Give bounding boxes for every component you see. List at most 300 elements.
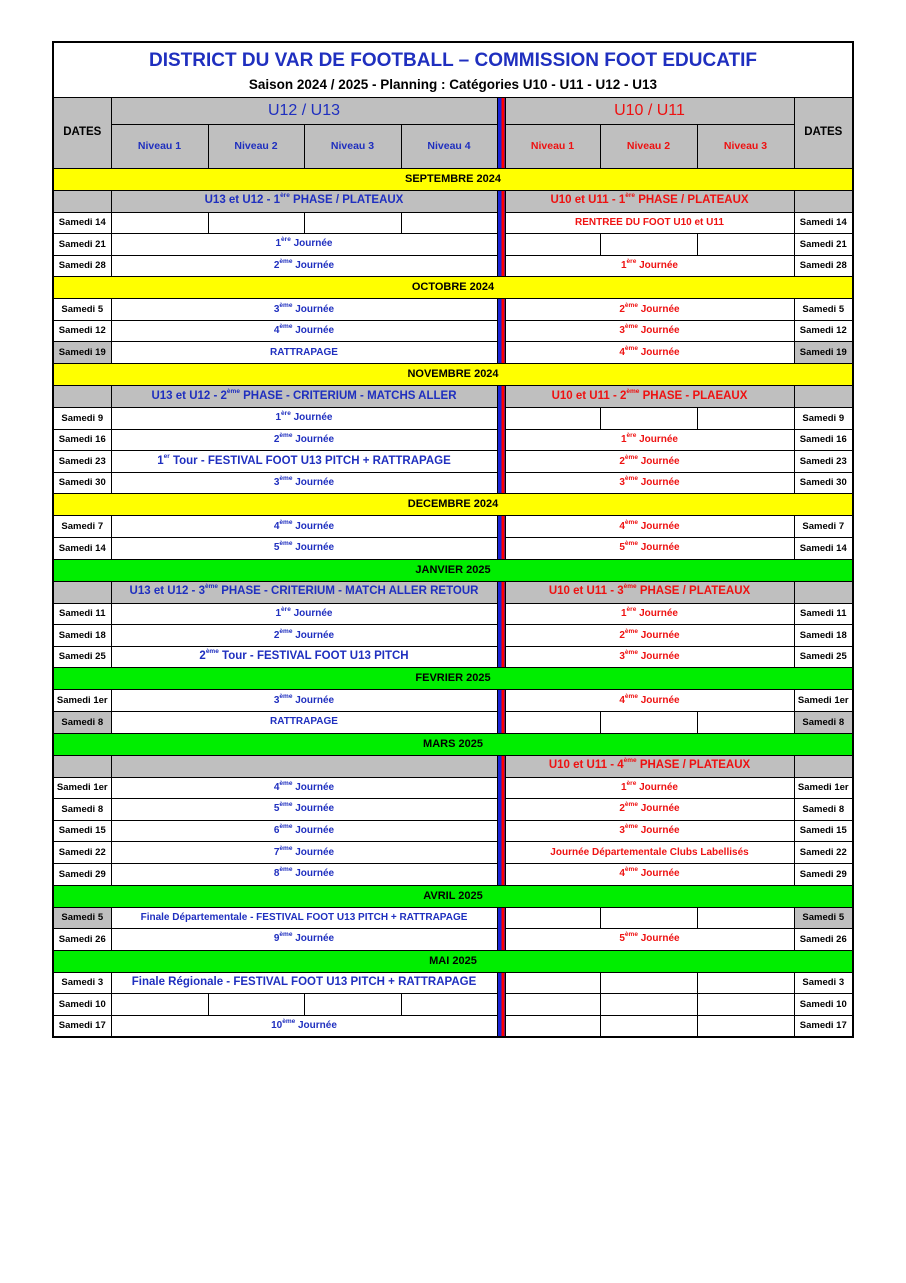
entry-text: Finale Régionale - FESTIVAL FOOT U13 PITCH + RATTRAPAGE	[131, 976, 477, 989]
ordinal-suffix: ème	[282, 1017, 296, 1025]
journee-number: 1	[275, 412, 282, 424]
phase-text: PHASE / PLATEAUX	[636, 585, 751, 598]
ordinal-suffix: ère	[280, 192, 290, 200]
right-entry	[505, 429, 794, 451]
ordinal-suffix: ème	[626, 387, 640, 395]
left-entry	[111, 320, 497, 342]
left-entry	[111, 603, 497, 625]
ordinal-suffix: ème	[624, 931, 638, 939]
ordinal-suffix: ème	[624, 801, 638, 809]
column-separator	[497, 820, 505, 842]
left-entry	[111, 820, 497, 842]
ordinal-suffix: ème	[624, 475, 638, 483]
phase-text: PHASE / PLATEAUX	[635, 194, 749, 207]
date-cell-right: Samedi 17	[794, 1015, 853, 1037]
table-row	[53, 299, 853, 321]
table-row	[53, 842, 853, 864]
empty-cell	[697, 907, 794, 929]
entry-text: 1	[157, 454, 164, 467]
right-entry	[505, 212, 794, 234]
date-cell-right: Samedi 19	[794, 342, 853, 364]
column-separator	[497, 863, 505, 885]
phase-header-left	[111, 581, 497, 603]
date-cell-left: Samedi 12	[53, 320, 111, 342]
column-separator	[497, 994, 505, 1016]
journee-number: 1	[275, 238, 282, 250]
left-entry	[111, 799, 497, 821]
table-row	[53, 342, 853, 364]
planning-table	[52, 41, 854, 1038]
journee-label: Journée	[295, 781, 335, 793]
left-entry	[111, 516, 497, 538]
phase-text: PHASE - CRITERIUM - MATCHS ALLER	[239, 389, 457, 402]
month-header: MARS 2025	[53, 733, 853, 755]
journee-label: Journée	[640, 651, 680, 663]
table-row	[53, 494, 853, 516]
right-entry	[505, 516, 794, 538]
date-cell-right: Samedi 18	[794, 625, 853, 647]
date-cell-left: Samedi 17	[53, 1015, 111, 1037]
date-cell-right: Samedi 21	[794, 234, 853, 256]
left-entry	[111, 712, 497, 734]
date-cell-right: Samedi 22	[794, 842, 853, 864]
month-header: OCTOBRE 2024	[53, 277, 853, 299]
month-header: MAI 2025	[53, 950, 853, 972]
empty-cell	[401, 212, 497, 234]
journee-number: 1	[620, 607, 627, 619]
journee-label: Journée	[640, 694, 680, 706]
ordinal-suffix: ère	[626, 257, 637, 265]
table-row	[53, 885, 853, 907]
table-row	[53, 777, 853, 799]
journee-label: Journée	[639, 781, 678, 793]
table-row	[53, 625, 853, 647]
date-cell-right: Samedi 8	[794, 712, 853, 734]
left-entry	[111, 777, 497, 799]
ordinal-suffix: ère	[281, 236, 291, 244]
entry-text: RENTREE DU FOOT U10 et U11	[575, 216, 724, 228]
column-separator	[497, 1015, 505, 1037]
date-cell-right: Samedi 14	[794, 212, 853, 234]
date-cell-right: Samedi 30	[794, 472, 853, 494]
column-separator	[497, 712, 505, 734]
date-cell-left: Samedi 15	[53, 820, 111, 842]
date-cell-right: Samedi 9	[794, 408, 853, 430]
journee-label: Journée	[295, 325, 335, 337]
empty-cell	[53, 755, 111, 777]
ordinal-suffix: ère	[281, 410, 291, 418]
level-header-left: Niveau 1	[111, 124, 208, 168]
ordinal-suffix: ère	[625, 192, 636, 200]
phase-header-left	[111, 386, 497, 408]
entry-text: Tour - FESTIVAL FOOT U13 PITCH + RATTRAPAGE	[169, 454, 451, 467]
left-entry	[111, 690, 497, 712]
table-row	[53, 559, 853, 581]
journee-label: Journée	[295, 933, 335, 945]
column-separator	[497, 755, 505, 777]
empty-cell	[111, 994, 208, 1016]
ordinal-suffix: ème	[279, 779, 293, 787]
date-cell-left: Samedi 22	[53, 842, 111, 864]
table-row	[53, 712, 853, 734]
journee-number: 3	[273, 694, 280, 706]
phase-text: U13 et U12 - 2	[151, 389, 227, 402]
empty-cell	[53, 386, 111, 408]
right-entry	[505, 690, 794, 712]
journee-label: Journée	[640, 346, 680, 358]
left-entry	[111, 1015, 497, 1037]
journee-label: Journée	[639, 433, 678, 445]
date-cell-left: Samedi 14	[53, 212, 111, 234]
left-entry	[111, 972, 497, 994]
level-header-right: Niveau 1	[505, 124, 600, 168]
empty-cell	[505, 408, 600, 430]
left-entry	[111, 234, 497, 256]
empty-cell	[505, 907, 600, 929]
journee-number: 6	[273, 825, 280, 837]
column-separator	[497, 516, 505, 538]
date-cell-right: Samedi 5	[794, 907, 853, 929]
journee-number: 3	[619, 325, 625, 337]
left-entry	[111, 408, 497, 430]
ordinal-suffix: ème	[624, 866, 638, 874]
entry-text: RATTRAPAGE	[270, 716, 338, 728]
date-cell-right: Samedi 23	[794, 451, 853, 473]
table-row	[53, 950, 853, 972]
empty-cell	[600, 972, 697, 994]
empty-cell	[208, 212, 304, 234]
journee-label: Journée	[295, 629, 335, 641]
date-cell-left: Samedi 19	[53, 342, 111, 364]
journee-number: 1	[620, 781, 627, 793]
journee-label: Journée	[295, 259, 335, 271]
column-separator	[497, 690, 505, 712]
ordinal-suffix: ème	[624, 823, 638, 831]
date-cell-left: Samedi 25	[53, 646, 111, 668]
journee-label: Journée	[640, 455, 680, 467]
journee-number: 4	[619, 868, 625, 880]
empty-cell	[53, 581, 111, 603]
journee-label: Journée	[298, 1019, 337, 1031]
right-entry	[505, 472, 794, 494]
date-cell-right: Samedi 11	[794, 603, 853, 625]
phase-header-left	[111, 190, 497, 212]
journee-number: 3	[619, 477, 625, 489]
ordinal-suffix: ème	[279, 692, 293, 700]
table-row	[53, 277, 853, 299]
ordinal-suffix: ème	[624, 692, 638, 700]
date-cell-left: Samedi 5	[53, 299, 111, 321]
journee-label: Journée	[640, 803, 680, 815]
journee-label: Journée	[640, 325, 680, 337]
column-separator	[497, 646, 505, 668]
level-header-left: Niveau 2	[208, 124, 304, 168]
journee-number: 5	[619, 933, 625, 945]
column-separator	[497, 299, 505, 321]
date-cell-left: Samedi 23	[53, 451, 111, 473]
ordinal-suffix: ème	[279, 323, 293, 331]
date-cell-right: Samedi 5	[794, 299, 853, 321]
empty-cell	[505, 712, 600, 734]
date-cell-left: Samedi 7	[53, 516, 111, 538]
ordinal-suffix: ème	[279, 257, 293, 265]
journee-label: Journée	[295, 825, 335, 837]
right-entry	[505, 646, 794, 668]
phase-text: PHASE - PLAEAUX	[639, 389, 748, 402]
entry-text: Journée Départementale Clubs Labellisés	[550, 846, 749, 858]
left-entry	[111, 863, 497, 885]
empty-cell	[600, 994, 697, 1016]
journee-number: 1	[275, 607, 282, 619]
table-row	[53, 234, 853, 256]
date-cell-left: Samedi 28	[53, 255, 111, 277]
empty-cell	[505, 234, 600, 256]
journee-label: Journée	[293, 412, 333, 424]
column-separator	[497, 907, 505, 929]
journee-label: Journée	[293, 238, 333, 250]
journee-number: 2	[619, 629, 625, 641]
journee-number: 4	[619, 520, 625, 532]
date-cell-left: Samedi 1er	[53, 690, 111, 712]
table-row	[53, 190, 853, 212]
empty-cell	[794, 386, 853, 408]
level-header-right: Niveau 3	[697, 124, 794, 168]
ordinal-suffix: ème	[279, 475, 293, 483]
month-header: AVRIL 2025	[53, 885, 853, 907]
right-entry	[505, 451, 794, 473]
ordinal-suffix: ère	[626, 779, 637, 787]
journee-label: Journée	[639, 607, 678, 619]
journee-label: Journée	[640, 477, 680, 489]
date-cell-left: Samedi 9	[53, 408, 111, 430]
date-cell-left: Samedi 18	[53, 625, 111, 647]
journee-number: 5	[619, 542, 625, 554]
empty-cell	[600, 1015, 697, 1037]
empty-cell	[600, 907, 697, 929]
table-row	[53, 429, 853, 451]
journee-label: Journée	[639, 259, 678, 271]
journee-number: 5	[273, 542, 280, 554]
date-cell-left: Samedi 16	[53, 429, 111, 451]
table-row	[53, 255, 853, 277]
left-entry	[111, 429, 497, 451]
entry-text: RATTRAPAGE	[270, 346, 338, 358]
table-row	[53, 168, 853, 190]
left-entry	[111, 299, 497, 321]
month-header: DECEMBRE 2024	[53, 494, 853, 516]
date-cell-left: Samedi 10	[53, 994, 111, 1016]
entry-text: Finale Départementale - FESTIVAL FOOT U13 PITCH + RATTRAPAGE	[140, 911, 468, 923]
journee-label: Journée	[640, 542, 680, 554]
ordinal-suffix: ème	[623, 757, 637, 765]
column-separator	[497, 320, 505, 342]
journee-number: 4	[619, 694, 625, 706]
journee-label: Journée	[295, 868, 335, 880]
journee-label: Journée	[293, 607, 333, 619]
column-separator	[497, 212, 505, 234]
journee-number: 4	[273, 520, 280, 532]
phase-text: U10 et U11 - 1	[550, 194, 626, 207]
ordinal-suffix: ème	[624, 323, 638, 331]
journee-number: 2	[619, 303, 625, 315]
ordinal-suffix: ème	[624, 518, 638, 526]
ordinal-suffix: ème	[204, 583, 218, 591]
month-header: NOVEMBRE 2024	[53, 364, 853, 386]
ordinal-suffix: ème	[279, 540, 293, 548]
journee-number: 5	[273, 803, 280, 815]
ordinal-suffix: ème	[624, 649, 638, 657]
ordinal-suffix: ère	[626, 431, 637, 439]
column-separator	[497, 429, 505, 451]
ordinal-suffix: ème	[279, 844, 293, 852]
date-cell-right: Samedi 16	[794, 429, 853, 451]
document-title: DISTRICT DU VAR DE FOOTBALL – COMMISSION FOOT EDUCATIF	[53, 42, 853, 73]
column-separator	[497, 603, 505, 625]
date-cell-right: Samedi 7	[794, 516, 853, 538]
journee-number: 4	[273, 781, 280, 793]
right-entry	[505, 538, 794, 560]
table-row	[53, 733, 853, 755]
date-cell-left: Samedi 30	[53, 472, 111, 494]
journee-number: 8	[273, 868, 280, 880]
ordinal-suffix: ème	[279, 301, 293, 309]
empty-cell	[53, 190, 111, 212]
left-entry	[111, 538, 497, 560]
empty-cell	[600, 234, 697, 256]
ordinal-suffix: ème	[623, 583, 637, 591]
left-entry	[111, 646, 497, 668]
phase-text: U10 et U11 - 4	[548, 759, 624, 772]
date-cell-left: Samedi 1er	[53, 777, 111, 799]
date-cell-right: Samedi 14	[794, 538, 853, 560]
right-entry	[505, 603, 794, 625]
right-entry	[505, 777, 794, 799]
right-entry	[505, 863, 794, 885]
journee-number: 4	[619, 346, 625, 358]
category-header-u12-u13: U12 / U13	[111, 97, 497, 124]
journee-label: Journée	[640, 868, 680, 880]
empty-cell	[505, 972, 600, 994]
date-cell-right: Samedi 26	[794, 929, 853, 951]
journee-number: 2	[619, 455, 625, 467]
column-separator	[497, 190, 505, 212]
date-cell-right: Samedi 25	[794, 646, 853, 668]
column-separator	[497, 255, 505, 277]
right-entry	[505, 299, 794, 321]
level-header-left: Niveau 3	[304, 124, 401, 168]
ordinal-suffix: ème	[279, 931, 293, 939]
column-separator	[497, 972, 505, 994]
journee-number: 10	[271, 1019, 283, 1031]
left-entry	[111, 342, 497, 364]
column-separator	[497, 538, 505, 560]
journee-number: 3	[273, 477, 280, 489]
ordinal-suffix: ème	[279, 431, 293, 439]
empty-cell	[304, 212, 401, 234]
column-separator	[497, 777, 505, 799]
empty-cell	[697, 994, 794, 1016]
column-separator	[497, 472, 505, 494]
table-row	[53, 668, 853, 690]
left-entry	[111, 842, 497, 864]
journee-label: Journée	[295, 542, 335, 554]
table-row	[53, 603, 853, 625]
right-entry	[505, 929, 794, 951]
ordinal-suffix: er	[163, 452, 170, 460]
entry-text: Tour - FESTIVAL FOOT U13 PITCH	[218, 650, 409, 663]
journee-label: Journée	[295, 477, 335, 489]
journee-number: 7	[273, 846, 280, 858]
journee-label: Journée	[295, 303, 335, 315]
date-cell-right: Samedi 29	[794, 863, 853, 885]
date-cell-left: Samedi 29	[53, 863, 111, 885]
table-row	[53, 646, 853, 668]
empty-cell	[600, 408, 697, 430]
date-cell-left: Samedi 14	[53, 538, 111, 560]
table-row	[53, 364, 853, 386]
month-header: JANVIER 2025	[53, 559, 853, 581]
journee-label: Journée	[640, 825, 680, 837]
empty-cell	[794, 581, 853, 603]
phase-header-right	[505, 190, 794, 212]
table-row	[53, 994, 853, 1016]
month-header: SEPTEMBRE 2024	[53, 168, 853, 190]
journee-label: Journée	[295, 520, 335, 532]
dates-header-right: DATES	[794, 97, 853, 168]
date-cell-right: Samedi 1er	[794, 777, 853, 799]
date-cell-left: Samedi 8	[53, 712, 111, 734]
table-row	[53, 581, 853, 603]
table-row	[53, 690, 853, 712]
column-separator	[497, 386, 505, 408]
date-cell-right: Samedi 8	[794, 799, 853, 821]
journee-number: 2	[273, 629, 280, 641]
empty-cell	[505, 1015, 600, 1037]
phase-header-left	[111, 755, 497, 777]
level-header-left: Niveau 4	[401, 124, 497, 168]
dates-header-left: DATES	[53, 97, 111, 168]
month-header: FEVRIER 2025	[53, 668, 853, 690]
ordinal-suffix: ère	[281, 605, 291, 613]
phase-header-right	[505, 581, 794, 603]
date-cell-left: Samedi 26	[53, 929, 111, 951]
journee-number: 1	[620, 259, 627, 271]
ordinal-suffix: ème	[205, 648, 219, 656]
entry-text: 2	[199, 650, 206, 663]
empty-cell	[111, 212, 208, 234]
empty-cell	[697, 408, 794, 430]
right-entry	[505, 625, 794, 647]
column-separator	[497, 342, 505, 364]
ordinal-suffix: ème	[624, 301, 638, 309]
empty-cell	[794, 755, 853, 777]
phase-text: PHASE / PLATEAUX	[289, 194, 404, 207]
right-entry	[505, 255, 794, 277]
table-row	[53, 212, 853, 234]
ordinal-suffix: ème	[279, 866, 293, 874]
right-entry	[505, 320, 794, 342]
right-entry	[505, 799, 794, 821]
phase-header-right	[505, 755, 794, 777]
table-row	[53, 820, 853, 842]
journee-number: 2	[273, 259, 280, 271]
empty-cell	[697, 234, 794, 256]
ordinal-suffix: ème	[279, 627, 293, 635]
journee-label: Journée	[640, 303, 680, 315]
ordinal-suffix: ème	[226, 387, 240, 395]
document-subtitle: Saison 2024 / 2025 - Planning : Catégories U10 - U11 - U12 - U13	[53, 73, 853, 97]
journee-label: Journée	[295, 803, 335, 815]
